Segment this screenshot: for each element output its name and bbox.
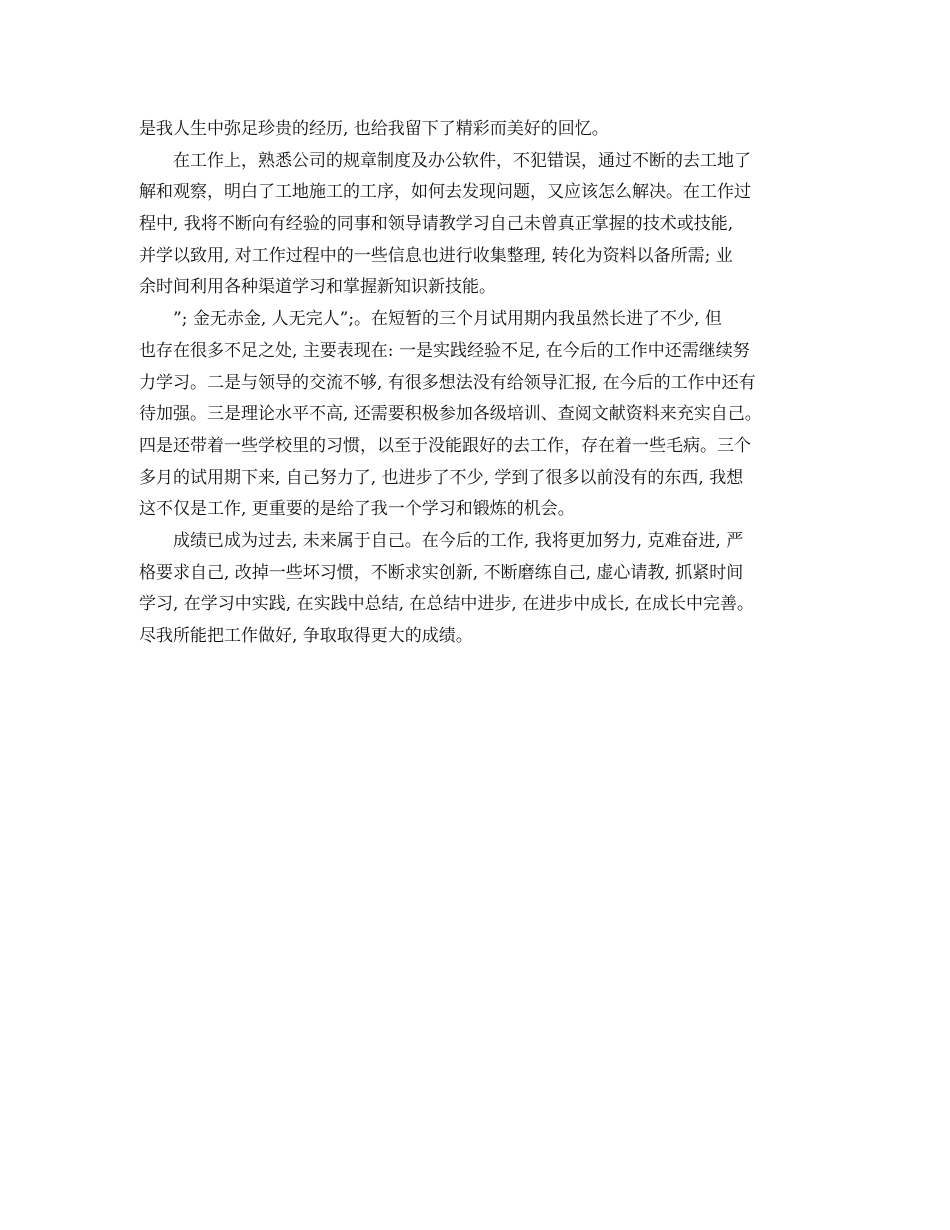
text-line: 是我人生中弥足珍贵的经历, 也给我留下了精彩而美好的回忆。: [139, 119, 609, 139]
text-line: 格要求自己, 改掉一些坏习惯，不断求实创新, 不断磨练自己, 虚心请教, 抓紧时间: [139, 562, 744, 583]
text-line: 四是还带着一些学校里的习惯，以至于没能跟好的去工作，存在着一些毛病。三个: [139, 435, 751, 456]
text-line: 力学习。二是与领导的交流不够, 有很多想法没有给领导汇报, 在今后的工作中还有: [139, 372, 756, 393]
text-line: 在工作上，熟悉公司的规章制度及办公软件，不犯错误，通过不断的去工地了: [139, 150, 751, 171]
text-line: 程中, 我将不断向有经验的同事和领导请教学习自己未曾真正掌握的技术或技能,: [139, 214, 734, 235]
text-line: 尽我所能把工作做好, 争取取得更大的成绩。: [139, 626, 473, 646]
text-line: 这不仅是工作, 更重要的是给了我一个学习和锻炼的机会。: [139, 499, 575, 520]
text-line: 成绩已成为过去, 未来属于自己。在今后的工作, 我将更加努力, 克难奋进, 严: [139, 530, 744, 551]
text-line: 也存在很多不足之处, 主要表现在: 一是实践经验不足, 在今后的工作中还需继续努: [139, 340, 750, 361]
text-line: 多月的试用期下来, 自己努力了, 也进步了不少, 学到了很多以前没有的东西, 我想: [139, 467, 744, 488]
text-line: 解和观察，明白了工地施工的工序，如何去发现问题，又应该怎么解决。在工作过: [139, 182, 751, 203]
text-line: ”; 金无赤金, 人无完人”;。在短暂的三个月试用期内我虽然长进了不少, 但: [139, 309, 722, 330]
text-line: 并学以致用, 对工作过程中的一些信息也进行收集整理, 转化为资料以备所需; 业: [139, 245, 733, 266]
text-line: 学习, 在学习中实践, 在实践中总结, 在总结中进步, 在进步中成长, 在成长中完善。: [139, 594, 755, 615]
document-body: [139, 114, 829, 653]
text-line: 余时间利用各种渠道学习和掌握新知识新技能。: [139, 277, 496, 298]
text-line: 待加强。三是理论水平不高, 还需要积极参加各级培训、查阅文献资料来充实自己。: [139, 404, 762, 425]
